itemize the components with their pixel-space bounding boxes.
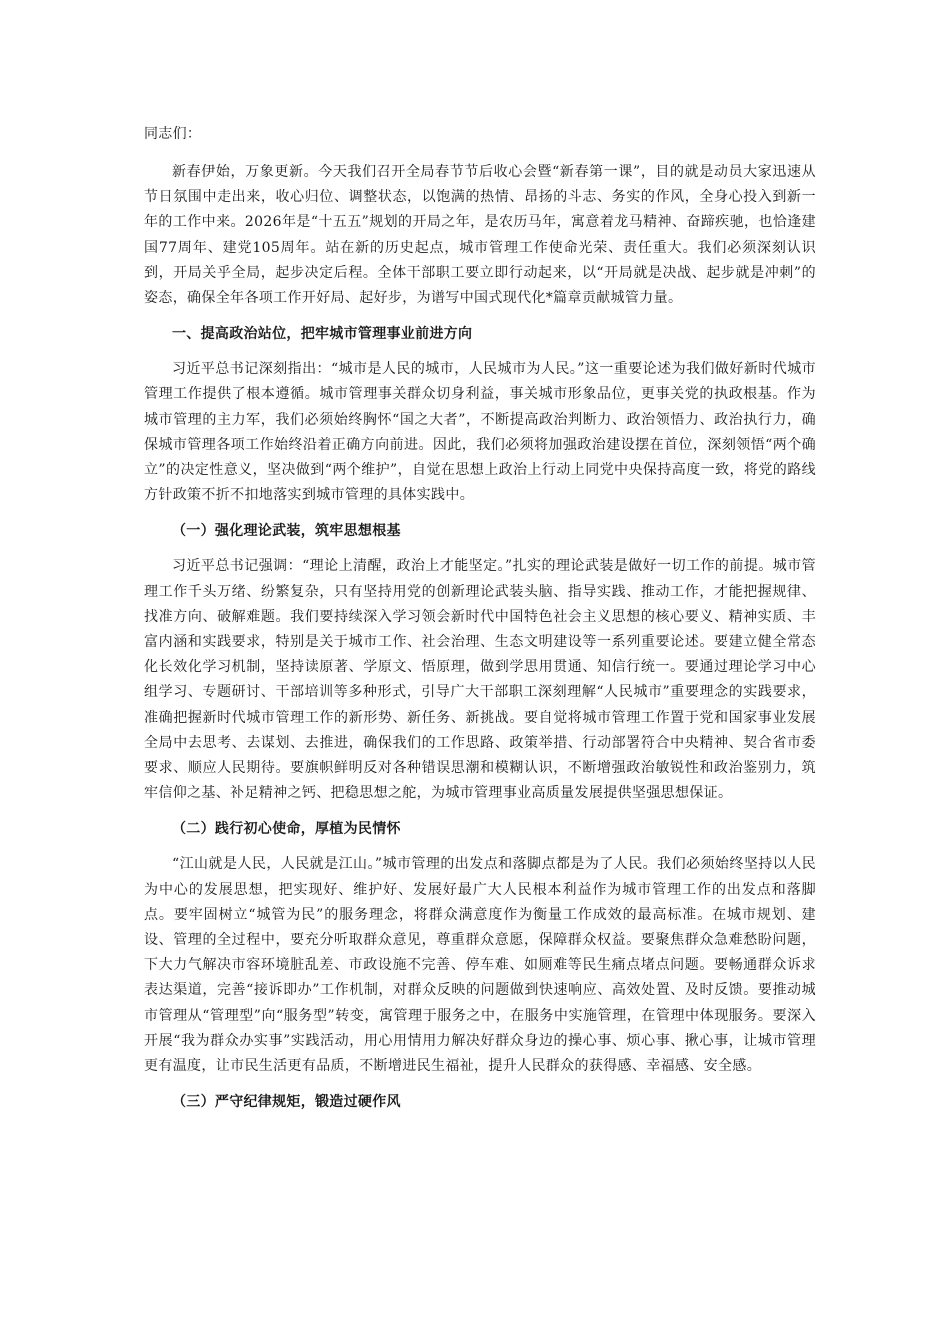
subsection-1-heading: （一）强化理论武装，筑牢思想根基: [172, 523, 401, 540]
section-1-heading: 一、提高政治站位，把牢城市管理事业前进方向: [172, 326, 473, 343]
intro-paragraph: 新春伊始，万象更新。今天我们召开全局春节节后收心会暨“新春第一课”，目的就是动员大家迅速从节日氛围中走出来，收心归位、调整状态，以饱满的热情、昂扬的斗志、务实的作风，全身心投入到新一年的工作中来。2026年是“十五五”规划的开局之年，是农历马年，寓意着龙马精神、奋蹄疾驰，也恰逢建国77周年、建党105周年。站在新的历史起点，城市管理工作使命光荣、责任重大。我们必须深刻认识到，开局关乎全局，起步决定后程。全体干部职工要立即行动起来，以“开局就是决战、起步就是冲刺”的姿态，确保全年各项工作开好局、起好步，为谱写中国式现代化*篇章贡献城管力量。: [144, 164, 816, 307]
salutation: 同志们：: [144, 126, 202, 142]
section-1-paragraph: 习近平总书记深刻指出：“城市是人民的城市，人民城市为人民。”这一重要论述为我们做好新时代城市管理工作提供了根本遵循。城市管理事关群众切身利益，事关城市形象品位，更事关党的执政根基。作为城市管理的主力军，我们必须始终胸怀“国之大者”，不断提高政治判断力、政治领悟力、政治执行力，确保城市管理各项工作始终沿着正确方向前进。因此，我们必须将加强政治建设摆在首位，深刻领悟“两个确立”的决定性意义，坚决做到“两个维护”，自觉在思想上政治上行动上同党中央保持高度一致，将党的路线方针政策不折不扣地落实到城市管理的具体实践中。: [144, 361, 816, 504]
document-page: [144, 120, 816, 1125]
subsection-2-heading: （二）践行初心使命，厚植为民情怀: [172, 821, 401, 838]
subsection-1-paragraph: 习近平总书记强调：“理论上清醒，政治上才能坚定。”扎实的理论武装是做好一切工作的前提。城市管理工作千头万绪、纷繁复杂，只有坚持用党的创新理论武装头脑、指导实践、推动工作，才能把握规律、找准方向、破解难题。我们要持续深入学习领会新时代中国特色社会主义思想的核心要义、精神实质、丰富内涵和实践要求，特别是关于城市工作、社会治理、生态文明建设等一系列重要论述。要建立健全常态化长效化学习机制，坚持读原著、学原文、悟原理，做到学思用贯通、知信行统一。要通过理论学习中心组学习、专题研讨、干部培训等多种形式，引导广大干部职工深刻理解“人民城市”重要理念的实践要求，准确把握新时代城市管理工作的新形势、新任务、新挑战。要自觉将城市管理工作置于党和国家事业发展全局中去思考、去谋划、去推进，确保我们的工作思路、政策举措、行动部署符合中央精神、契合省市委要求、顺应人民期待。要旗帜鲜明反对各种错误思潮和模糊认识，不断增强政治敏锐性和政治鉴别力，筑牢信仰之基、补足精神之钙、把稳思想之舵，为城市管理事业高质量发展提供坚强思想保证。: [144, 558, 816, 802]
subsection-3-heading: （三）严守纪律规矩，锻造过硬作风: [172, 1094, 401, 1111]
subsection-2-paragraph: “江山就是人民，人民就是江山。”城市管理的出发点和落脚点都是为了人民。我们必须始终坚持以人民为中心的发展思想，把实现好、维护好、发展好最广大人民根本利益作为城市管理工作的出发点和落脚点。要牢固树立“城管为民”的服务理念，将群众满意度作为衡量工作成效的最高标准。在城市规划、建设、管理的全过程中，要充分听取群众意见，尊重群众意愿，保障群众权益。要聚焦群众急难愁盼问题，下大力气解决市容环境脏乱差、市政设施不完善、停车难、如厕难等民生痛点堵点问题。要畅通群众诉求表达渠道，完善“接诉即办”工作机制，对群众反映的问题做到快速响应、高效处置、及时反馈。要推动城市管理从“管理型”向“服务型”转变，寓管理于服务之中，在服务中实施管理，在管理中体现服务。要深入开展“我为群众办实事”实践活动，用心用情用力解决好群众身边的操心事、烦心事、揪心事，让城市管理更有温度，让市民生活更有品质，不断增进民生福祉，提升人民群众的获得感、幸福感、安全感。: [144, 856, 816, 1075]
